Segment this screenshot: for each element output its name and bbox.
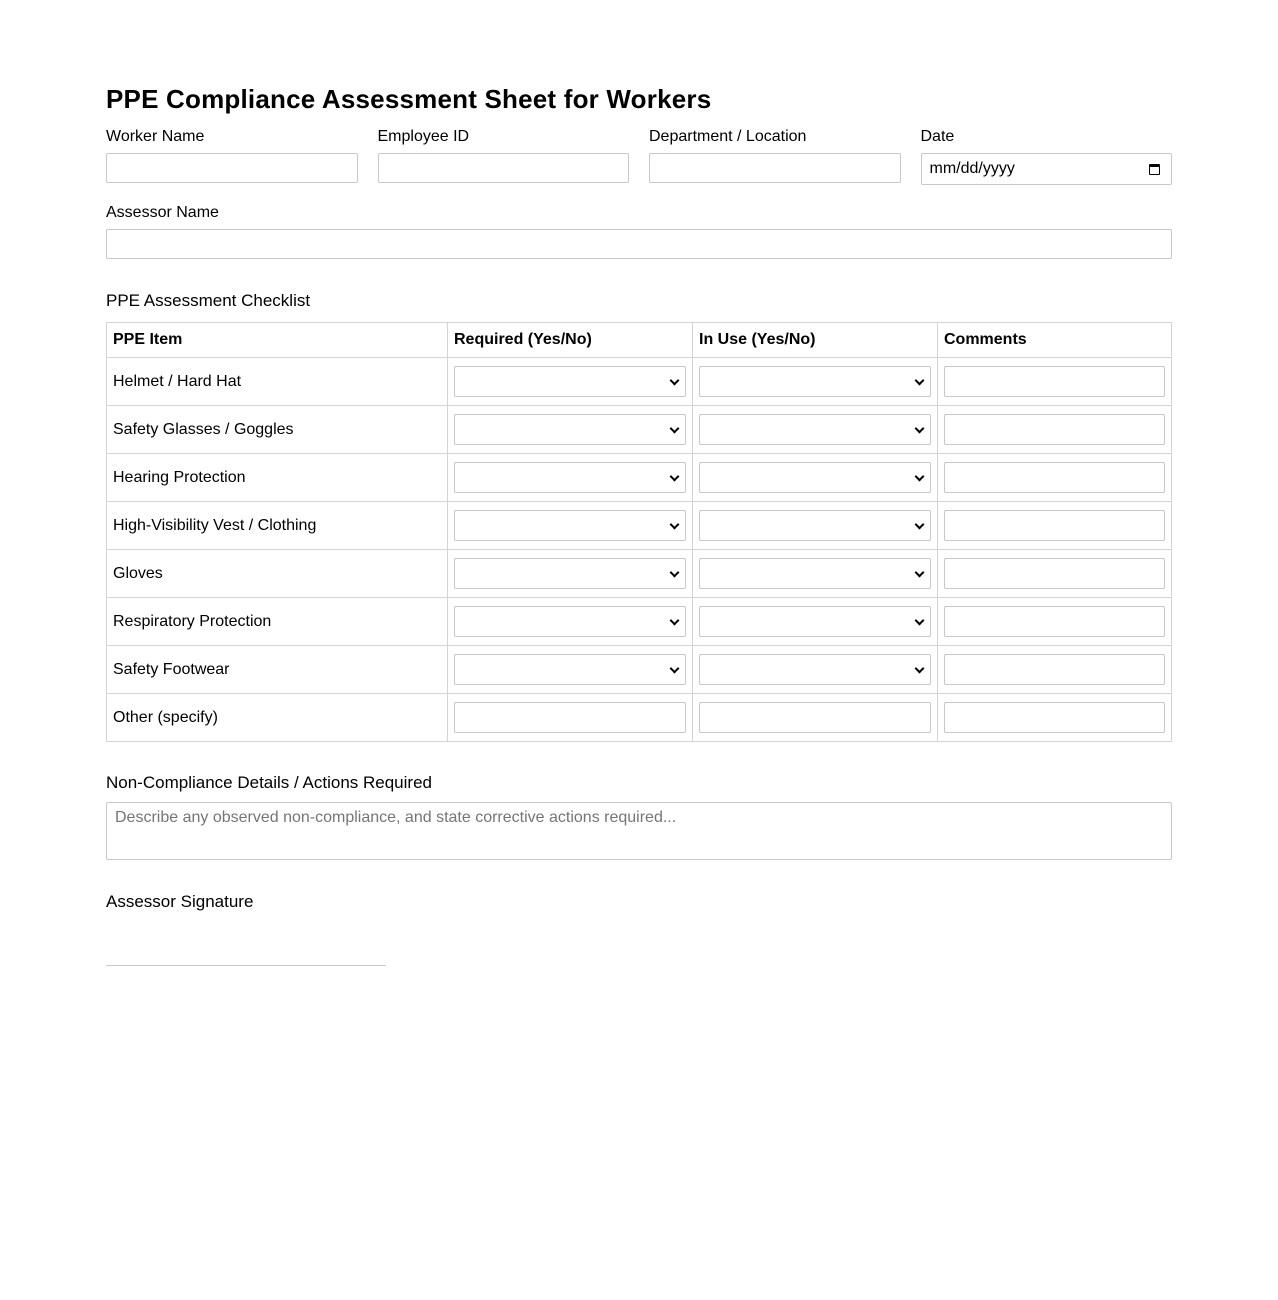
comments-input[interactable] — [944, 702, 1165, 733]
ppe-item-label: Gloves — [107, 550, 448, 598]
department-input[interactable] — [649, 153, 901, 183]
table-row — [107, 406, 1172, 454]
chevron-down-icon — [670, 424, 680, 434]
table-row — [107, 694, 1172, 742]
comments-input[interactable] — [944, 654, 1165, 685]
required-select[interactable] — [454, 366, 686, 397]
chevron-down-icon — [915, 616, 925, 626]
comments-input[interactable] — [944, 414, 1165, 445]
worker-name-input[interactable] — [106, 153, 358, 183]
comments-input[interactable] — [944, 558, 1165, 589]
employee-id-group — [378, 128, 630, 185]
chevron-down-icon — [915, 472, 925, 482]
date-input[interactable] — [921, 153, 1173, 185]
date-placeholder: mm/dd/yyyy — [929, 160, 1015, 177]
chevron-down-icon — [670, 376, 680, 386]
in-use-select[interactable] — [699, 510, 931, 541]
signature-title: Assessor Signature — [106, 892, 254, 911]
required-select[interactable] — [454, 414, 686, 445]
required-select[interactable] — [454, 462, 686, 493]
in-use-select[interactable] — [699, 654, 931, 685]
required-select[interactable] — [454, 510, 686, 541]
table-row — [107, 358, 1172, 406]
date-label: Date — [920, 128, 955, 145]
chevron-down-icon — [915, 520, 925, 530]
table-row — [107, 598, 1172, 646]
in-use-select[interactable] — [699, 414, 931, 445]
chevron-down-icon — [670, 664, 680, 674]
non-compliance-textarea[interactable] — [106, 802, 1172, 860]
table-row — [107, 502, 1172, 550]
worker-name-label: Worker Name — [106, 128, 205, 145]
ppe-item-label: Safety Glasses / Goggles — [107, 406, 448, 454]
worker-name-group — [106, 128, 358, 185]
required-select[interactable] — [454, 654, 686, 685]
ppe-item-label: Helmet / Hard Hat — [107, 358, 448, 406]
ppe-item-label: Other (specify) — [107, 694, 448, 742]
col-ppe-item: PPE Item — [107, 323, 448, 358]
ppe-item-label: Hearing Protection — [107, 454, 448, 502]
chevron-down-icon — [670, 520, 680, 530]
in-use-select[interactable] — [699, 558, 931, 589]
date-group — [921, 128, 1173, 185]
chevron-down-icon — [670, 472, 680, 482]
chevron-down-icon — [915, 424, 925, 434]
col-in-use: In Use (Yes/No) — [693, 323, 938, 358]
chevron-down-icon — [915, 568, 925, 578]
chevron-down-icon — [670, 568, 680, 578]
assessor-name-input[interactable] — [106, 229, 1172, 259]
non-compliance-placeholder: Describe any observed non-compliance, and state corrective actions required... — [115, 809, 677, 826]
comments-input[interactable] — [944, 606, 1165, 637]
in-use-select[interactable] — [699, 462, 931, 493]
ppe-item-label: High-Visibility Vest / Clothing — [107, 502, 448, 550]
chevron-down-icon — [670, 616, 680, 626]
in-use-select[interactable] — [699, 606, 931, 637]
col-required: Required (Yes/No) — [448, 323, 693, 358]
comments-input[interactable] — [944, 462, 1165, 493]
worker-info-row — [106, 128, 1172, 185]
in-use-input[interactable] — [699, 702, 931, 733]
table-row — [107, 454, 1172, 502]
signature-line[interactable] — [106, 965, 386, 966]
calendar-icon[interactable] — [1149, 164, 1160, 175]
col-comments: Comments — [938, 323, 1172, 358]
chevron-down-icon — [915, 664, 925, 674]
table-header-row — [107, 323, 1172, 358]
department-label: Department / Location — [649, 128, 807, 145]
assessor-name-group — [106, 204, 1172, 259]
chevron-down-icon — [915, 376, 925, 386]
ppe-item-label: Safety Footwear — [107, 646, 448, 694]
employee-id-input[interactable] — [378, 153, 630, 183]
table-row — [107, 550, 1172, 598]
ppe-checklist-table — [106, 322, 1172, 742]
in-use-select[interactable] — [699, 366, 931, 397]
checklist-title: PPE Assessment Checklist — [106, 291, 311, 310]
assessor-name-label: Assessor Name — [106, 204, 219, 221]
non-compliance-title: Non-Compliance Details / Actions Required — [106, 773, 432, 792]
ppe-item-label: Respiratory Protection — [107, 598, 448, 646]
required-input[interactable] — [454, 702, 686, 733]
table-row — [107, 646, 1172, 694]
page-title: PPE Compliance Assessment Sheet for Workers — [106, 84, 712, 114]
department-group — [649, 128, 901, 185]
comments-input[interactable] — [944, 510, 1165, 541]
required-select[interactable] — [454, 606, 686, 637]
required-select[interactable] — [454, 558, 686, 589]
comments-input[interactable] — [944, 366, 1165, 397]
employee-id-label: Employee ID — [377, 128, 470, 145]
